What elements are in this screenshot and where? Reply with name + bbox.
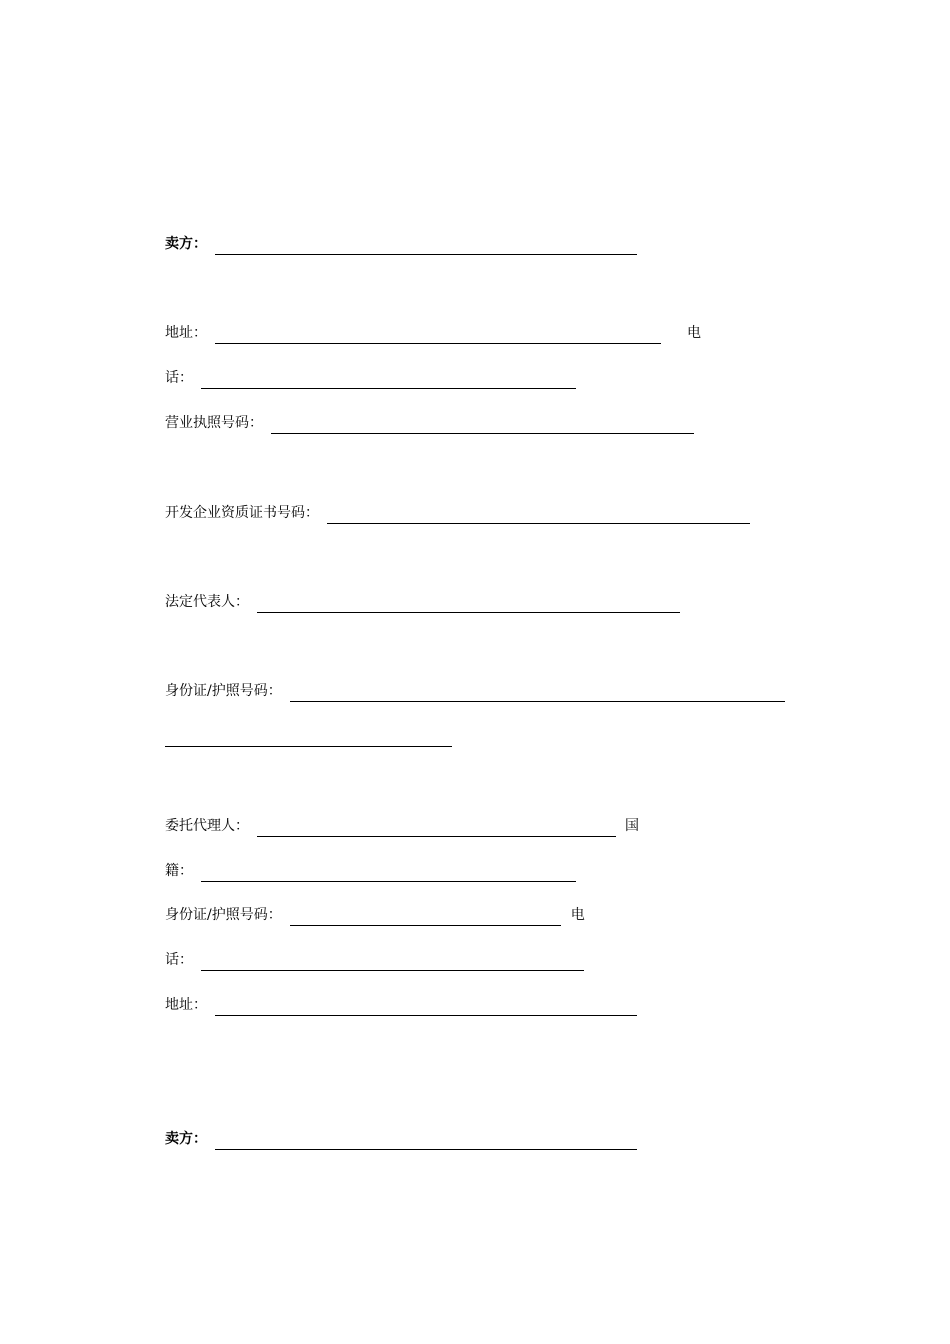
- agent-id-label: 身份证/护照号码：: [165, 907, 282, 923]
- seller-id-continuation-blank[interactable]: [165, 730, 452, 747]
- agent-label: 委托代理人：: [165, 818, 249, 834]
- agent-id-row: [165, 904, 585, 926]
- legal-rep-row: [165, 591, 680, 613]
- agent-address-label: 地址：: [165, 997, 207, 1013]
- seller-blank[interactable]: [215, 238, 637, 255]
- agent-address-blank[interactable]: [215, 999, 637, 1016]
- agent-phone-label-end: 话：: [165, 952, 193, 968]
- seller-address-label: 地址：: [165, 325, 207, 341]
- nationality-label-start: 国: [625, 818, 639, 834]
- seller-phone-row: [165, 367, 576, 389]
- second-seller-row: [165, 1128, 637, 1150]
- nationality-blank[interactable]: [201, 865, 576, 882]
- qualification-cert-row: [165, 502, 750, 524]
- seller-address-blank[interactable]: [215, 327, 661, 344]
- agent-phone-blank[interactable]: [201, 954, 584, 971]
- business-license-label: 营业执照号码：: [165, 415, 263, 431]
- seller-phone-label-start: 电: [687, 325, 701, 341]
- qualification-cert-blank[interactable]: [327, 507, 750, 524]
- agent-address-row: [165, 994, 637, 1016]
- legal-rep-blank[interactable]: [257, 596, 680, 613]
- seller-address-row: [165, 322, 701, 344]
- nationality-label-end: 籍：: [165, 863, 193, 879]
- business-license-blank[interactable]: [271, 417, 694, 434]
- qualification-cert-label: 开发企业资质证书号码：: [165, 505, 319, 521]
- seller-id-row: [165, 680, 785, 702]
- agent-blank[interactable]: [257, 820, 616, 837]
- legal-rep-label: 法定代表人：: [165, 594, 249, 610]
- agent-phone-row: [165, 949, 584, 971]
- seller-phone-blank[interactable]: [201, 372, 576, 389]
- seller-row: [165, 233, 637, 255]
- second-seller-label: 卖方：: [165, 1131, 207, 1147]
- seller-id-blank[interactable]: [290, 685, 785, 702]
- seller-id-label: 身份证/护照号码：: [165, 683, 282, 699]
- agent-row: [165, 815, 639, 837]
- nationality-row: [165, 860, 576, 882]
- agent-phone-label-start: 电: [570, 907, 585, 923]
- agent-id-blank[interactable]: [290, 909, 561, 926]
- seller-label: 卖方：: [165, 236, 207, 252]
- seller-id-continuation-row: [165, 725, 452, 747]
- second-seller-blank[interactable]: [215, 1133, 637, 1150]
- seller-phone-label-end: 话：: [165, 370, 193, 386]
- business-license-row: [165, 412, 694, 434]
